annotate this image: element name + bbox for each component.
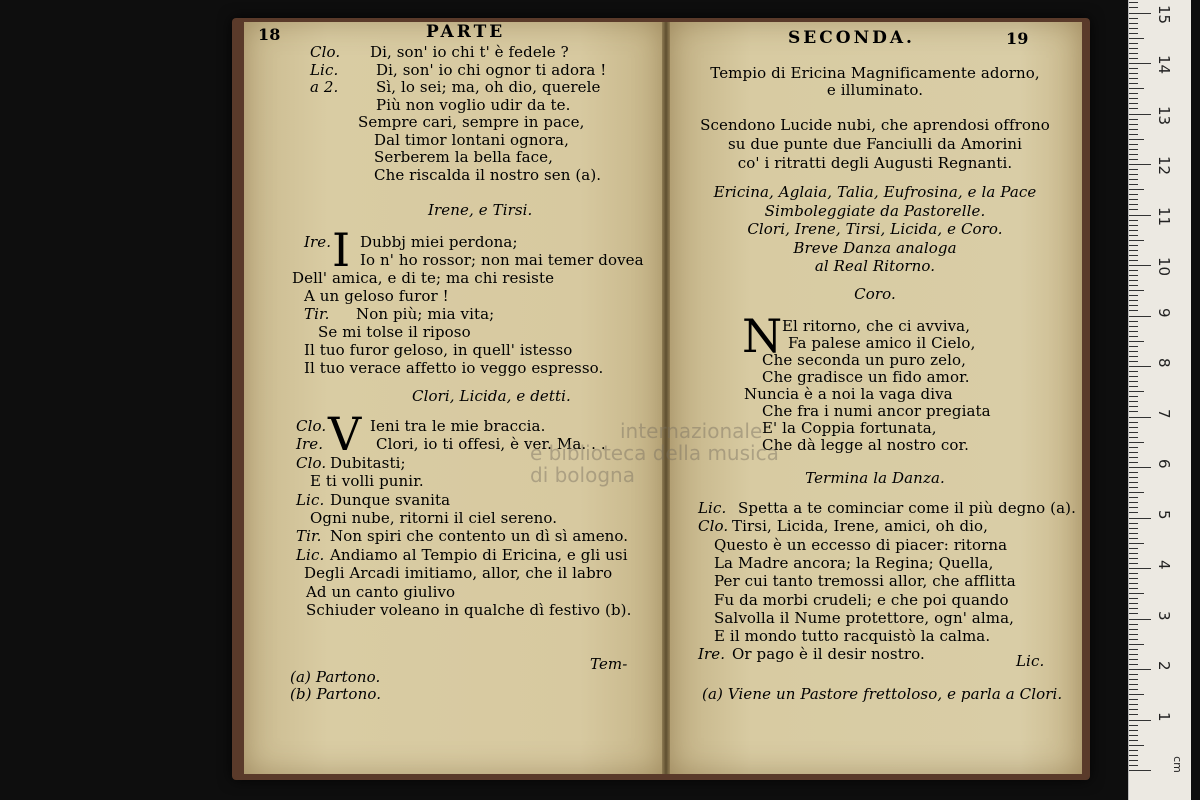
ruler-tick — [1129, 720, 1151, 721]
ruler-tick — [1129, 644, 1144, 645]
verse-line: E il mondo tutto racquistò la calma. — [714, 627, 991, 646]
verse-line: Che riscalda il nostro sen (a). — [374, 165, 602, 184]
ruler-tick — [1129, 28, 1138, 29]
ruler-tick — [1129, 78, 1138, 79]
ruler-tick — [1129, 321, 1138, 322]
ruler-tick — [1129, 215, 1151, 216]
verse-line: Spetta a te cominciar come il più degno (a). — [738, 499, 1076, 517]
ruler-tick — [1129, 285, 1138, 286]
ruler-tick — [1129, 305, 1138, 306]
drop-cap-v: V — [328, 407, 362, 461]
ruler-tick — [1129, 411, 1138, 412]
ruler-tick — [1129, 608, 1138, 609]
ruler-tick — [1129, 124, 1138, 125]
ruler-number: 6 — [1155, 459, 1173, 469]
scene-title-line-1: Tempio di Ericina Magnificamente adorno, — [710, 64, 1040, 82]
ruler-tick — [1129, 366, 1151, 367]
ruler-tick — [1129, 699, 1138, 700]
ruler-tick — [1129, 73, 1138, 74]
ruler-tick — [1129, 533, 1138, 534]
ruler-tick — [1129, 472, 1138, 473]
ruler-tick — [1129, 477, 1138, 478]
coro-heading: Coro. — [854, 285, 896, 303]
ruler-tick — [1129, 108, 1138, 109]
ruler-tick — [1129, 684, 1138, 685]
speaker-label: Lic. — [698, 499, 727, 517]
verse-line: Il tuo verace affetto io veggo espresso. — [304, 359, 604, 377]
ruler-tick — [1129, 674, 1138, 675]
ruler-tick — [1129, 280, 1138, 281]
description-line: su due punte due Fanciulli da Amorini — [727, 135, 1023, 153]
ruler-tick — [1129, 583, 1138, 584]
ruler-tick — [1129, 669, 1151, 670]
verse-line: Non spiri che contento un dì sì ameno. — [330, 527, 629, 546]
ruler-number: 4 — [1155, 560, 1173, 570]
ruler-number: 14 — [1155, 55, 1173, 75]
ruler-tick — [1129, 568, 1151, 569]
ruler-tick — [1129, 553, 1138, 554]
verse-line: Di, son' io chi ognor ti adora ! — [376, 60, 607, 79]
ruler-tick — [1129, 245, 1138, 246]
ruler-number: 7 — [1155, 408, 1173, 419]
ruler-tick — [1129, 593, 1144, 594]
ruler-tick — [1129, 381, 1138, 382]
ruler-tick — [1129, 184, 1138, 185]
ruler-tick — [1129, 336, 1138, 337]
ruler-number: 8 — [1155, 358, 1173, 368]
left-footnote-a: (a) Partono. — [290, 668, 381, 686]
ruler-tick — [1129, 43, 1138, 44]
left-footnote-b: (b) Partono. — [290, 685, 382, 703]
ruler-tick — [1129, 659, 1138, 660]
speaker-label: a 2. — [310, 78, 339, 96]
verse-line: Salvolla il Nume protettore, ogn' alma, — [714, 608, 1014, 627]
ruler-tick — [1129, 452, 1138, 453]
ruler-tick — [1129, 492, 1144, 493]
speaker-label: Clo. — [310, 43, 341, 61]
description-line: co' i ritratti degli Augusti Regnanti. — [737, 154, 1013, 172]
ruler-tick — [1129, 230, 1138, 231]
ruler-tick — [1129, 194, 1138, 195]
ruler-tick — [1129, 760, 1138, 761]
ruler-tick — [1129, 442, 1144, 443]
ruler-tick — [1129, 179, 1138, 180]
ruler-tick — [1129, 316, 1151, 317]
ruler-tick — [1129, 13, 1151, 14]
ruler-tick — [1129, 512, 1138, 513]
ruler-tick — [1129, 725, 1138, 726]
ruler-tick — [1129, 391, 1144, 392]
ruler-tick — [1129, 386, 1138, 387]
ruler-tick — [1129, 563, 1138, 564]
ruler-tick — [1129, 371, 1138, 372]
ruler-tick — [1129, 164, 1151, 165]
book-gutter — [662, 22, 670, 774]
scene-title-line-2: e illuminato. — [826, 81, 924, 99]
ruler-tick — [1129, 58, 1138, 59]
ruler-tick — [1129, 679, 1138, 680]
verse-line: Di, son' io chi t' è fedele ? — [370, 43, 569, 61]
verse-line: Dunque svanita — [330, 490, 451, 509]
ruler-tick — [1129, 275, 1138, 276]
ruler-number: 3 — [1155, 610, 1173, 621]
scene-heading-clori-licida: Clori, Licida, e detti. — [412, 387, 571, 405]
ruler-tick — [1129, 53, 1138, 54]
verse-line: Fu da morbi crudeli; e che poi quando — [714, 590, 1009, 609]
ruler-tick — [1129, 689, 1138, 690]
ruler-tick — [1129, 139, 1144, 140]
ruler-number: 12 — [1155, 156, 1173, 176]
ruler-tick — [1129, 2, 1138, 3]
left-page-number: 18 — [258, 25, 281, 44]
speaker-label: Tir. — [296, 527, 322, 546]
ruler-tick — [1129, 144, 1138, 145]
cast-line: Simboleggiate da Pastorelle. — [764, 201, 986, 220]
right-running-header: SECONDA. — [788, 28, 915, 48]
ruler-tick — [1129, 704, 1138, 705]
ruler-tick — [1129, 578, 1138, 579]
verse-line: A un geloso furor ! — [304, 287, 449, 305]
cast-line: Breve Danza analoga — [793, 238, 957, 257]
ruler-tick — [1129, 467, 1151, 468]
ruler-tick — [1129, 613, 1138, 614]
chorus-line: Che gradisce un fido amor. — [762, 368, 970, 386]
ruler-tick — [1129, 709, 1138, 710]
ruler-tick — [1129, 310, 1138, 311]
verse-line: Dal timor lontani ognora, — [374, 130, 569, 149]
ruler-tick — [1129, 740, 1138, 741]
ruler-tick — [1129, 189, 1144, 190]
ruler-tick — [1129, 487, 1138, 488]
ruler-tick — [1129, 639, 1138, 640]
speaker-label: Clo. — [698, 517, 729, 536]
description-line: Scendono Lucide nubi, che aprendosi offrono — [700, 116, 1050, 134]
speaker-label: Tir. — [304, 305, 330, 323]
verse-line: La Madre ancora; la Regina; Quella, — [714, 553, 994, 572]
verse-line: E ti volli punir. — [310, 472, 424, 491]
ruler-tick — [1129, 149, 1138, 150]
ruler-tick — [1129, 134, 1138, 135]
library-watermark — [440, 420, 779, 486]
ruler-tick — [1129, 250, 1138, 251]
ruler-tick — [1129, 199, 1138, 200]
ruler-tick — [1129, 300, 1138, 301]
ruler-tick — [1129, 114, 1151, 115]
verse-line: Ad un canto giulivo — [306, 582, 456, 601]
ruler-tick — [1129, 528, 1138, 529]
ruler-tick — [1129, 422, 1138, 423]
measurement-ruler — [1128, 0, 1191, 800]
ruler-number: 5 — [1155, 509, 1173, 520]
cast-line: Ericina, Aglaia, Talia, Eufrosina, e la Pace — [713, 183, 1037, 201]
ruler-tick — [1129, 159, 1138, 160]
ruler-number: 1 — [1155, 711, 1173, 722]
ruler-tick — [1129, 326, 1138, 327]
ruler-tick — [1129, 437, 1138, 438]
ruler-tick — [1129, 88, 1144, 89]
ruler-tick — [1129, 634, 1138, 635]
chorus-line: El ritorno, che ci avviva, — [782, 317, 971, 335]
ruler-tick — [1129, 38, 1144, 39]
ruler-tick — [1129, 98, 1138, 99]
watermark-line-2: e biblioteca della musica — [530, 441, 779, 465]
ruler-number: 11 — [1155, 206, 1173, 226]
ruler-tick — [1129, 462, 1138, 463]
verse-line: Dell' amica, e di te; ma chi resiste — [292, 269, 555, 287]
ruler-tick — [1129, 33, 1138, 34]
ruler-tick — [1129, 770, 1151, 771]
ruler-tick — [1129, 260, 1138, 261]
ruler-tick — [1129, 432, 1138, 433]
ruler-tick — [1129, 225, 1138, 226]
verse-line: Schiuder voleano in qualche dì festivo (b). — [306, 601, 632, 619]
ruler-tick — [1129, 502, 1138, 503]
ruler-tick — [1129, 730, 1138, 731]
ruler-tick — [1129, 174, 1138, 175]
ruler-tick — [1129, 119, 1138, 120]
ruler-tick — [1129, 538, 1138, 539]
verse-line: Ogni nube, ritorni il ciel sereno. — [310, 509, 558, 527]
ruler-tick — [1129, 447, 1138, 448]
chorus-line: E' la Coppia fortunata, — [762, 419, 937, 437]
chorus-line: Che fra i numi ancor pregiata — [762, 402, 991, 420]
verse-line: Andiamo al Tempio di Ericina, e gli usi — [330, 545, 628, 564]
ruler-tick — [1129, 558, 1138, 559]
ruler-tick — [1129, 346, 1138, 347]
ruler-tick — [1129, 664, 1138, 665]
ruler-tick — [1129, 209, 1138, 210]
ruler-tick — [1129, 765, 1138, 766]
ruler-tick — [1129, 735, 1138, 736]
ruler-tick — [1129, 427, 1138, 428]
ruler-tick — [1129, 396, 1138, 397]
ruler-tick — [1129, 240, 1144, 241]
ruler-tick — [1129, 417, 1151, 418]
verse-line: Or pago è il desir nostro. — [732, 645, 925, 664]
speaker-label: Lic. — [296, 545, 325, 564]
ruler-tick — [1129, 23, 1138, 24]
ruler-tick — [1129, 629, 1138, 630]
ruler-tick — [1129, 598, 1138, 599]
verse-line: Degli Arcadi imitiamo, allor, che il labro — [304, 564, 613, 583]
ruler-tick — [1129, 7, 1138, 8]
verse-line: Clori, io ti offesi, è ver. Ma. . . — [376, 435, 606, 454]
ruler-tick — [1129, 235, 1138, 236]
ruler-tick — [1129, 603, 1138, 604]
verse-line: Questo è un eccesso di piacer: ritorna — [714, 535, 1008, 554]
ruler-tick — [1129, 103, 1138, 104]
ruler-tick — [1129, 220, 1138, 221]
ruler-tick — [1129, 497, 1138, 498]
ruler-tick — [1129, 518, 1151, 519]
ruler-tick — [1129, 18, 1138, 19]
verse-line: Se mi tolse il riposo — [318, 323, 471, 341]
verse-line: Tirsi, Licida, Irene, amici, oh dio, — [732, 517, 989, 536]
watermark-line-3: di bologna — [530, 463, 635, 487]
verse-line: Non più; mia vita; — [356, 305, 495, 323]
ruler-tick — [1129, 376, 1138, 377]
ruler-tick — [1129, 169, 1138, 170]
ruler-tick — [1129, 331, 1138, 332]
ruler-tick — [1129, 290, 1144, 291]
ruler-number: 10 — [1155, 257, 1173, 277]
ruler-tick — [1129, 548, 1138, 549]
verse-line: Dubitasti; — [330, 453, 406, 472]
ruler-tick — [1129, 543, 1144, 544]
chorus-line: Che seconda un puro zelo, — [762, 351, 966, 369]
speaker-label: Clo. — [296, 453, 327, 472]
chorus-line: Che dà legge al nostro cor. — [762, 436, 969, 454]
left-catchword: Tem- — [590, 655, 628, 673]
ruler-number: 15 — [1155, 4, 1173, 24]
ruler-tick — [1129, 295, 1138, 296]
ruler-tick — [1129, 755, 1138, 756]
ruler-tick — [1129, 204, 1138, 205]
ruler-tick — [1129, 48, 1138, 49]
ruler-tick — [1129, 270, 1138, 271]
ruler-tick — [1129, 507, 1138, 508]
verse-line: Io n' ho rossor; non mai temer dovea — [360, 251, 644, 269]
chorus-line: Fa palese amico il Cielo, — [788, 334, 976, 352]
verse-line: Ieni tra le mie braccia. — [370, 417, 546, 435]
ruler-tick — [1129, 83, 1138, 84]
verse-line: Il tuo furor geloso, in quell' istesso — [304, 341, 573, 359]
right-footnote-a: (a) Viene un Pastore frettoloso, e parla a Clori. — [702, 685, 1063, 703]
right-catchword: Lic. — [1016, 652, 1045, 670]
ruler-tick — [1129, 745, 1144, 746]
speaker-label: Ire. — [304, 233, 332, 251]
verse-line: Per cui tanto tremossi allor, che afflitta — [714, 572, 1016, 591]
speaker-label: Clo. — [296, 417, 327, 435]
verse-line: Serberem la bella face, — [374, 148, 553, 166]
ruler-tick — [1129, 523, 1138, 524]
verse-line: Più non voglio udir da te. — [376, 95, 571, 114]
scene-heading-irene-tirsi: Irene, e Tirsi. — [428, 201, 533, 219]
ruler-tick — [1129, 356, 1138, 357]
ruler-tick — [1129, 649, 1138, 650]
ruler-tick — [1129, 457, 1138, 458]
ruler-tick — [1129, 619, 1151, 620]
ruler-tick — [1129, 341, 1144, 342]
ruler-tick — [1129, 68, 1138, 69]
ruler-tick — [1129, 265, 1151, 266]
ruler-number: 9 — [1155, 307, 1173, 318]
termina-danza: Termina la Danza. — [805, 469, 945, 487]
drop-cap-i: I — [332, 223, 351, 277]
ruler-tick — [1129, 654, 1138, 655]
right-page-number: 19 — [1006, 29, 1029, 48]
ruler-tick — [1129, 63, 1151, 64]
ruler-tick — [1129, 401, 1138, 402]
ruler-tick — [1129, 624, 1138, 625]
verse-line: Sempre cari, sempre in pace, — [358, 113, 585, 131]
watermark-line-1: internazionale — [620, 419, 763, 443]
ruler-tick — [1129, 154, 1138, 155]
speaker-label: Ire. — [698, 645, 726, 664]
left-running-header: PARTE — [426, 22, 506, 42]
ruler-tick — [1129, 406, 1138, 407]
ruler-tick — [1129, 93, 1138, 94]
ruler-tick — [1129, 573, 1138, 574]
ruler-unit: cm — [1170, 756, 1184, 773]
cast-line: Clori, Irene, Tirsi, Licida, e Coro. — [747, 220, 1003, 238]
ruler-tick — [1129, 255, 1138, 256]
ruler-tick — [1129, 694, 1144, 695]
ruler-tick — [1129, 714, 1138, 715]
verse-line: Sì, lo sei; ma, oh dio, querele — [376, 78, 601, 96]
ruler-tick — [1129, 361, 1138, 362]
speaker-label: Ire. — [296, 435, 324, 454]
speaker-label: Lic. — [310, 60, 339, 79]
ruler-number: 2 — [1155, 661, 1173, 671]
ruler-tick — [1129, 129, 1138, 130]
cast-line: al Real Ritorno. — [814, 257, 936, 275]
ruler-number: 13 — [1155, 105, 1173, 125]
chorus-line: Nuncia è a noi la vaga diva — [744, 385, 953, 403]
ruler-tick — [1129, 482, 1138, 483]
ruler-tick — [1129, 351, 1138, 352]
verse-line: Dubbj miei perdona; — [360, 233, 518, 251]
ruler-tick — [1129, 750, 1138, 751]
ruler-tick — [1129, 588, 1138, 589]
drop-cap-n: N — [742, 309, 783, 363]
speaker-label: Lic. — [296, 490, 325, 509]
